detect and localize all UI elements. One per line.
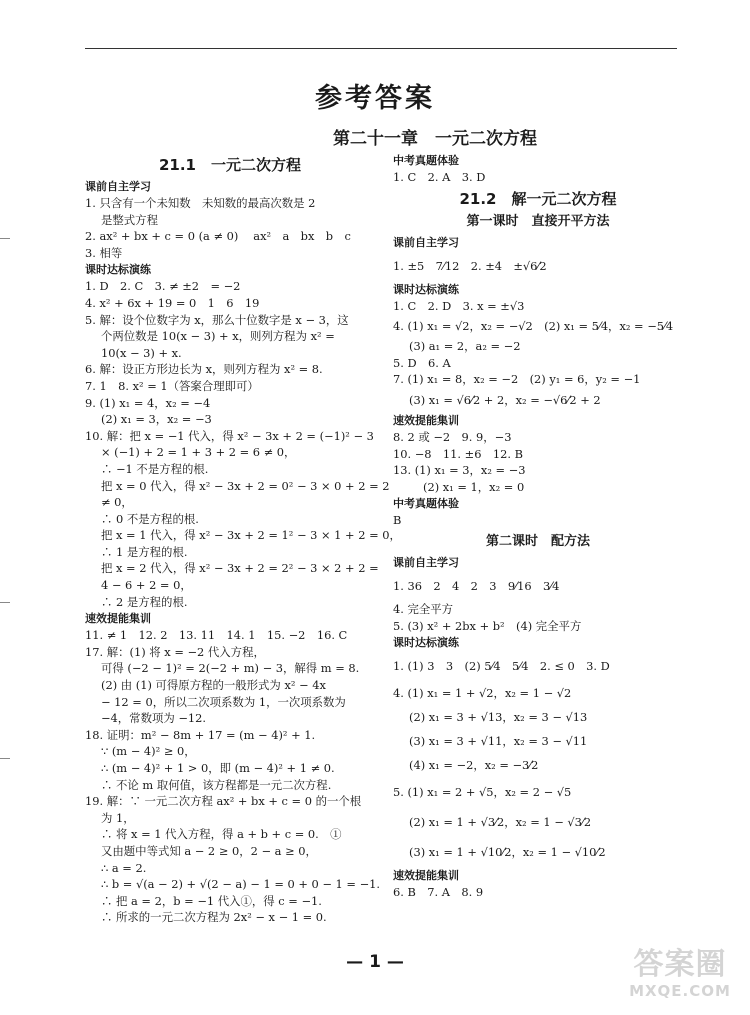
answer-line: 是整式方程 — [101, 212, 158, 227]
part-header: 速效提能集训 — [393, 869, 459, 883]
answer-line: 5. (1) x₁ = 2 + √5，x₂ = 2 − √5 — [393, 785, 572, 800]
part-header: 课时达标演练 — [85, 263, 151, 277]
answer-line: ∴ 所求的一元二次方程为 2x² − x − 1 = 0. — [101, 910, 327, 925]
answer-line: 6. B 7. A 8. 9 — [393, 885, 484, 900]
answer-line: ∴ a = 2. — [101, 860, 147, 875]
answer-line: ∴ 把 a = 2，b = −1 代入①，得 c = −1. — [101, 893, 322, 908]
answer-line: 2. ax² + bx + c = 0 (a ≠ 0) ax² a bx b c — [85, 229, 351, 244]
answer-line: −4，常数项为 −12. — [101, 711, 207, 726]
section-heading: 21.2 解一元二次方程 — [459, 189, 617, 208]
left-column — [85, 152, 401, 926]
answer-line: × (−1) + 2 = 1 + 3 + 2 = 6 ≠ 0， — [101, 445, 296, 460]
answer-line: 6. 解：设正方形边长为 x，则列方程为 x² = 8. — [85, 362, 323, 377]
answer-line: (3) x₁ = √6⁄2 + 2，x₂ = −√6⁄2 + 2 — [409, 392, 601, 407]
edge-mark — [0, 602, 10, 603]
answer-line: 把 x = 0 代入，得 x² − 3x + 2 = 0² − 3 × 0 + 2 = 2 — [101, 478, 390, 493]
part-header: 中考真题体验 — [393, 497, 459, 511]
answer-line: 9. (1) x₁ = 4，x₂ = −4 — [85, 395, 211, 410]
watermark-logo — [618, 948, 742, 1010]
answer-line: ∴ (m − 4)² + 1 > 0，即 (m − 4)² + 1 ≠ 0. — [101, 761, 335, 775]
answer-line: 17. 解：(1) 将 x = −2 代入方程， — [85, 644, 265, 659]
answer-line: ∵ (m − 4)² ≥ 0， — [101, 744, 196, 759]
edge-mark — [0, 758, 10, 759]
answer-line: 7. 1 8. x² = 1（答案合理即可） — [85, 378, 259, 393]
answer-line: 10. −8 11. ±6 12. B — [393, 446, 523, 461]
part-header: 课时达标演练 — [393, 636, 459, 650]
answer-line: 为 1， — [101, 810, 135, 825]
answer-line: 1. 36 2 4 2 3 9⁄16 3⁄4 — [393, 578, 560, 593]
answer-line: 18. 证明：m² − 8m + 17 = (m − 4)² + 1. — [85, 727, 316, 742]
answer-line: 4. (1) x₁ = √2，x₂ = −√2 (2) x₁ = 5⁄4，x₂ = −5⁄4 — [393, 319, 674, 334]
answer-line: 11. ≠ 1 12. 2 13. 11 14. 1 15. −2 16. C — [85, 628, 348, 643]
answer-line: ∴ 不论 m 取何值，该方程都是一元二次方程. — [101, 777, 332, 792]
part-header: 课前自主学习 — [85, 180, 151, 193]
answer-line: − 12 = 0，所以二次项系数为 1，一次项系数为 — [101, 694, 346, 709]
answer-line: 4 − 6 + 2 = 0， — [101, 578, 192, 593]
part-header: 课前自主学习 — [393, 235, 459, 249]
answer-line: (3) x₁ = 3 + √11，x₂ = 3 − √11 — [409, 734, 588, 749]
answer-line: (3) x₁ = 1 + √10⁄2，x₂ = 1 − √10⁄2 — [409, 845, 606, 860]
answer-line: 1. ±5 7⁄12 2. ±4 ±√6⁄2 — [393, 258, 547, 273]
answer-line: 4. x² + 6x + 19 = 0 1 6 19 — [85, 295, 260, 310]
answer-line: 10. 解：把 x = −1 代入，得 x² − 3x + 2 = (−1)² − 3 — [85, 428, 374, 443]
answer-line: 1. D 2. C 3. ≠ ±2 = −2 — [85, 279, 241, 294]
answer-line: ∴ 2 是方程的根. — [101, 594, 188, 609]
answer-line: ≠ 0， — [101, 495, 133, 510]
answer-line: 8. 2 或 −2 9. 9，−3 — [393, 429, 512, 444]
answer-line: 可得 (−2 − 1)² = 2(−2 + m) − 3，解得 m = 8. — [101, 661, 360, 676]
answer-line: 1. C 2. D 3. x = ±√3 — [393, 298, 525, 313]
answer-line: (2) x₁ = 1 + √3⁄2，x₂ = 1 − √3⁄2 — [409, 815, 592, 830]
answer-line: (2) x₁ = 3，x₂ = −3 — [101, 412, 212, 427]
answer-line: 把 x = 1 代入，得 x² − 3x + 2 = 1² − 3 × 1 + 2 = 0， — [101, 528, 401, 543]
edge-mark — [0, 238, 10, 239]
part-header: 课时达标演练 — [393, 282, 459, 296]
section-heading: 21.1 一元二次方程 — [158, 156, 301, 174]
subsection-heading: 第二课时 配方法 — [485, 533, 590, 549]
answer-line: (3) a₁ = 2，a₂ = −2 — [409, 339, 521, 354]
answer-line: 13. (1) x₁ = 3，x₂ = −3 — [393, 463, 526, 478]
answer-line: B — [393, 513, 402, 528]
answer-line: (2) x₁ = 3 + √13，x₂ = 3 − √13 — [409, 710, 588, 725]
answer-line: 个两位数是 10(x − 3) + x，则列方程为 x² = — [101, 329, 335, 344]
chapter-heading: 第二十一章 一元二次方程 — [333, 129, 537, 149]
answer-line: 3. 相等 — [85, 245, 123, 260]
answer-line: ∴ 将 x = 1 代入方程，得 a + b + c = 0. ① — [101, 827, 342, 842]
answer-line: 19. 解：∵ 一元二次方程 ax² + bx + c = 0 的一个根 — [85, 794, 362, 809]
answer-line: 5. 解：设个位数字为 x，那么十位数字是 x − 3，这 — [85, 312, 349, 327]
part-header: 课前自主学习 — [393, 555, 459, 569]
page-number: — 1 — — [346, 952, 404, 972]
part-header: 速效提能集训 — [85, 612, 151, 626]
part-header: 速效提能集训 — [393, 413, 459, 427]
subsection-heading: 第一课时 直接开平方法 — [466, 213, 610, 229]
answer-line: 1. C 2. A 3. D — [393, 170, 486, 184]
answer-line: 4. (1) x₁ = 1 + √2，x₂ = 1 − √2 — [393, 686, 572, 701]
watermark-site: MXQE.COM — [629, 982, 731, 1000]
answer-line: ∴ b = √(a − 2) + √(2 − a) − 1 = 0 + 0 − 1 = −1. — [101, 877, 380, 892]
answer-line: ∴ 0 不是方程的根. — [101, 511, 199, 526]
answer-line: (2) x₁ = 1，x₂ = 0 — [423, 479, 525, 494]
answer-line: (4) x₁ = −2，x₂ = −3⁄2 — [409, 758, 539, 773]
answer-line: 10(x − 3) + x. — [101, 345, 182, 360]
answer-line: 5. D 6. A — [393, 355, 451, 370]
watermark-glyphs: 答案圈 — [633, 947, 727, 982]
right-column — [393, 152, 683, 901]
answer-line: 1. 只含有一个未知数 未知数的最高次数是 2 — [85, 196, 316, 210]
answer-line: (2) 由 (1) 可得原方程的一般形式为 x² − 4x — [101, 678, 326, 693]
answer-line: 5. (3) x² + 2bx + b² (4) 完全平方 — [393, 618, 582, 633]
answer-line: ∴ −1 不是方程的根. — [101, 461, 209, 476]
header-rule — [85, 48, 677, 49]
part-header: 中考真题体验 — [393, 154, 459, 167]
page-title: 参考答案 — [315, 83, 435, 114]
answer-line: 把 x = 2 代入，得 x² − 3x + 2 = 2² − 3 × 2 + 2 = — [101, 561, 379, 576]
answer-line: 4. 完全平方 — [393, 601, 454, 616]
answer-line: 1. (1) 3 3 (2) 5⁄4 5⁄4 2. ≤ 0 3. D — [393, 659, 610, 674]
answer-line: ∴ 1 是方程的根. — [101, 544, 188, 559]
answer-line: 又由题中等式知 a − 2 ≥ 0，2 − a ≥ 0， — [101, 843, 317, 858]
answer-line: 7. (1) x₁ = 8，x₂ = −2 (2) y₁ = 6，y₂ = −1 — [393, 372, 641, 387]
